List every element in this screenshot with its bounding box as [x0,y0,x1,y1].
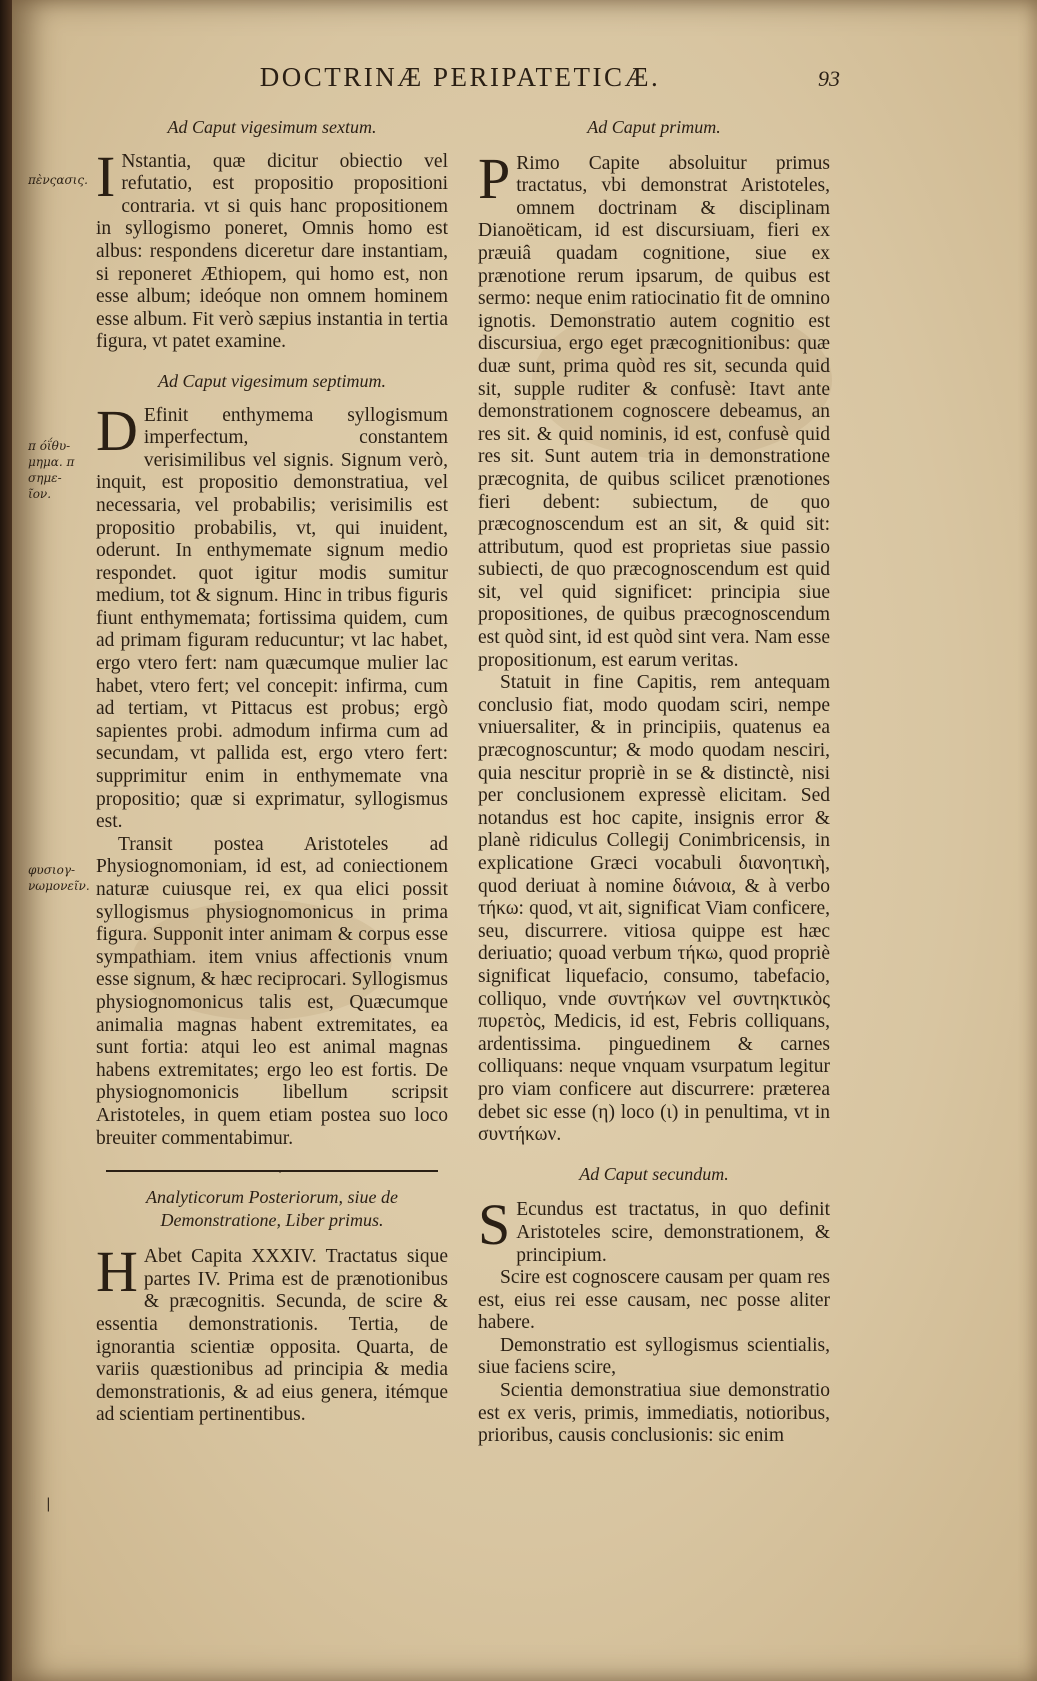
margin-tick: | [46,1496,51,1512]
book-gutter [0,0,12,1681]
paragraph [478,145,830,673]
section-heading: Ad Caput primum. [587,117,721,137]
paragraph-text: Nstantia, quæ dicitur obiectio vel refutatio, est propositio propositioni contraria. vt si quis hanc propositionem in syllogismo poneret, Omnis homo est albus: respondens diceretur dare instantiam, si reponeret Æthiopem, qui homo est, non esse album; ideóque non omnem hominem esse album. Fit verò sæpius instantia in tertia figura, vt patet examine. [96,150,448,353]
section-caput-2 [478,1163,830,1448]
section-caput-27 [96,370,448,1150]
section-caput-26 [96,116,448,354]
right-column [478,114,830,1464]
section-caput-1 [478,116,830,1147]
book-page [12,0,1037,1681]
drop-cap: I [96,143,116,209]
drop-cap: H [96,1239,138,1305]
page-number: 93 [818,66,840,91]
drop-cap: P [478,145,511,211]
paragraph: Demonstratio est syllogismus scientialis, siue faciens scire, [478,1334,830,1379]
paragraph: Transit postea Aristoteles ad Physiognomoniam, id est, ad coniectionem naturæ cuiusque rei, ex qua elici possit syllogismus physiognomonicus in prima figura. Supponit inter animam & corpus esse sympathiam. item vnius affectionis vnum esse signum, & hæc reciprocari. Syllogismus physiognomonicus talis est, Quæcumque animalia magnas habent extremitates, ea sunt fortia: atqui leo est animal magnas habens extremitates; ergo leo est fortis. De physiognomonicis libellum scripsit Aristoteles, in quem etiam postea suo loco breuiter commentabimur. [96,833,448,1149]
book-title: Analyticorum Posteriorum, siue de Demonstratione, Liber primus. [146,1187,398,1231]
paragraph: Scire est cognoscere causam per quam res est, eius rei esse causam, nec posse aliter habere. [478,1267,830,1334]
paragraph-text: Efinit enthymema syllogismum imperfectum, constantem verisimilibus vel signis. Signum verò, inquit, est propositio demonstratiua, vel necessaria, vel probabilis; verisimilis est propositio probabilis, vt, qui inuident, oderunt. In enthymemate signum medio respondet. quot igitur modis sumitur medium, tot & signum. Hinc in tribus figuris fiunt enthymemata; fortissima quidem, cum ad primam figuram reducuntur; vt lac habet, ergo vtero fert: nam quæcumque mulier lac habet, vtero fert; vel concepit: infirma, cum ad tertiam, vt Pittacus est probus; ergò sapientes probi. admodum infirma cum ad secundam, vt pallida est, ergo vtero fert: supprimitur enim in enthymemate vna propositio; quæ si exprimatur, syllogismus est. [96,404,448,833]
paragraph [96,143,448,354]
paragraph-text: Rimo Capite absoluitur primus tractatus, vbi demonstrat Aristoteles, omnem doctrinam & disciplinam Dianoëticam, id est discursiuam, fieri ex præuiâ quadam cognitione, siue ex prænotione rerum ipsarum, de quibus est sermo: neque enim ratiocinatio fit de omnino ignotis. Demonstratio autem cognitio est discursiua, ergo eget præcognitionibus: quæ duæ sunt, prima quòd res sit, secunda quid sit, supple ruditer & confusè: Itavt ante demonstrationem cognoscere debeamus, an res sit. & quid nominis, id est, confusè quid res sit. Sunt autem tria in demonstratione præcognita, de quibus scilicet prænotiones fieri debent: subiectum, de quo præcognoscendum est an sit, & quid sit: attributum, quod est proprietas siue passio subiecti, de quo præcognoscendum est quid sit, vel quid significet: principia siue propositiones, de quibus præcognoscendum est quòd sint, id est quòd sint vera. Nam esse propositionum, est earum veritas. [478,152,830,671]
paragraph-text: Ecundus est tractatus, in quo definit Aristoteles scire, demonstrationem, & principium. [516,1199,830,1266]
margin-note-enthymema: π όΐθυ- μημα. π σημε- ῖον. [28,439,75,501]
drop-cap: S [478,1192,511,1258]
section-heading: Ad Caput vigesimum septimum. [158,370,386,391]
paragraph-text: Abet Capita XXXIV. Tractatus sique partes IV. Prima est de prænotionibus & præcognitis. Secunda, de scire & essentia demonstrationis. Tertia, de ignorantia scientiæ opposita. Quarta, de variis quæstionibus ad principia & media demonstrationis, & ad eius genera, itémque ad scientiam pertinentibus. [96,1246,448,1426]
paragraph [96,1239,448,1427]
running-head: DOCTRINÆ PERIPATETICÆ. [259,62,661,92]
divider-mark: ˇ [278,1168,282,1183]
section-divider [106,1168,438,1183]
section-heading: Ad Caput secundum. [579,1163,729,1184]
left-column [96,114,448,1443]
section-liber-primus [96,1239,448,1427]
margin-note-physiognomonia: φυσιογ- νωμονεῖν. [28,863,90,893]
paragraph [96,397,448,834]
paragraph: Scientia demonstratiua siue demonstratio est ex veris, primis, immediatis, notioribus, prioribus, causis conclusionis: sic enim [478,1380,830,1447]
paragraph: Statuit in fine Capitis, rem antequam conclusio fiat, modo quodam sciri, nempe vniuersaliter, & in principiis, quatenus ea præcognoscuntur; & modo quodam nesciri, quia nescitur propriè in se & distinctè, nisi per conclusionem expressè elicitam. Sed notandus est hoc capite, insignis error & planè ridiculus Collegij Conimbricensis, in explicatione Græci vocabuli διανοητικὴ, quod deriuat à nomine διάνοια, & à verbo τήκω: quod, vt ait, significat Viam conficere, seu, discurrere. vitiosa quippe est hæc deriuatio; quoad verbum τήκω, quod propriè significat liquefacio, consumo, tabefacio, colliquo, vnde συντήκων vel συντηκτικὸς πυρετὸς, Medicis, id est, Febris colliquans, ardentissima. pinguedinem & carnes colliquans: neque vnquam vsurpatum legitur pro viam conficere aut discurrere: præterea debet sic esse (η) loco (ι) in penultima, vt in συντήκων. [478,672,830,1146]
section-heading: Ad Caput vigesimum sextum. [167,117,377,137]
margin-note-instantia: πὲνςασις. [28,173,88,187]
drop-cap: D [96,397,138,463]
paragraph [478,1192,830,1267]
